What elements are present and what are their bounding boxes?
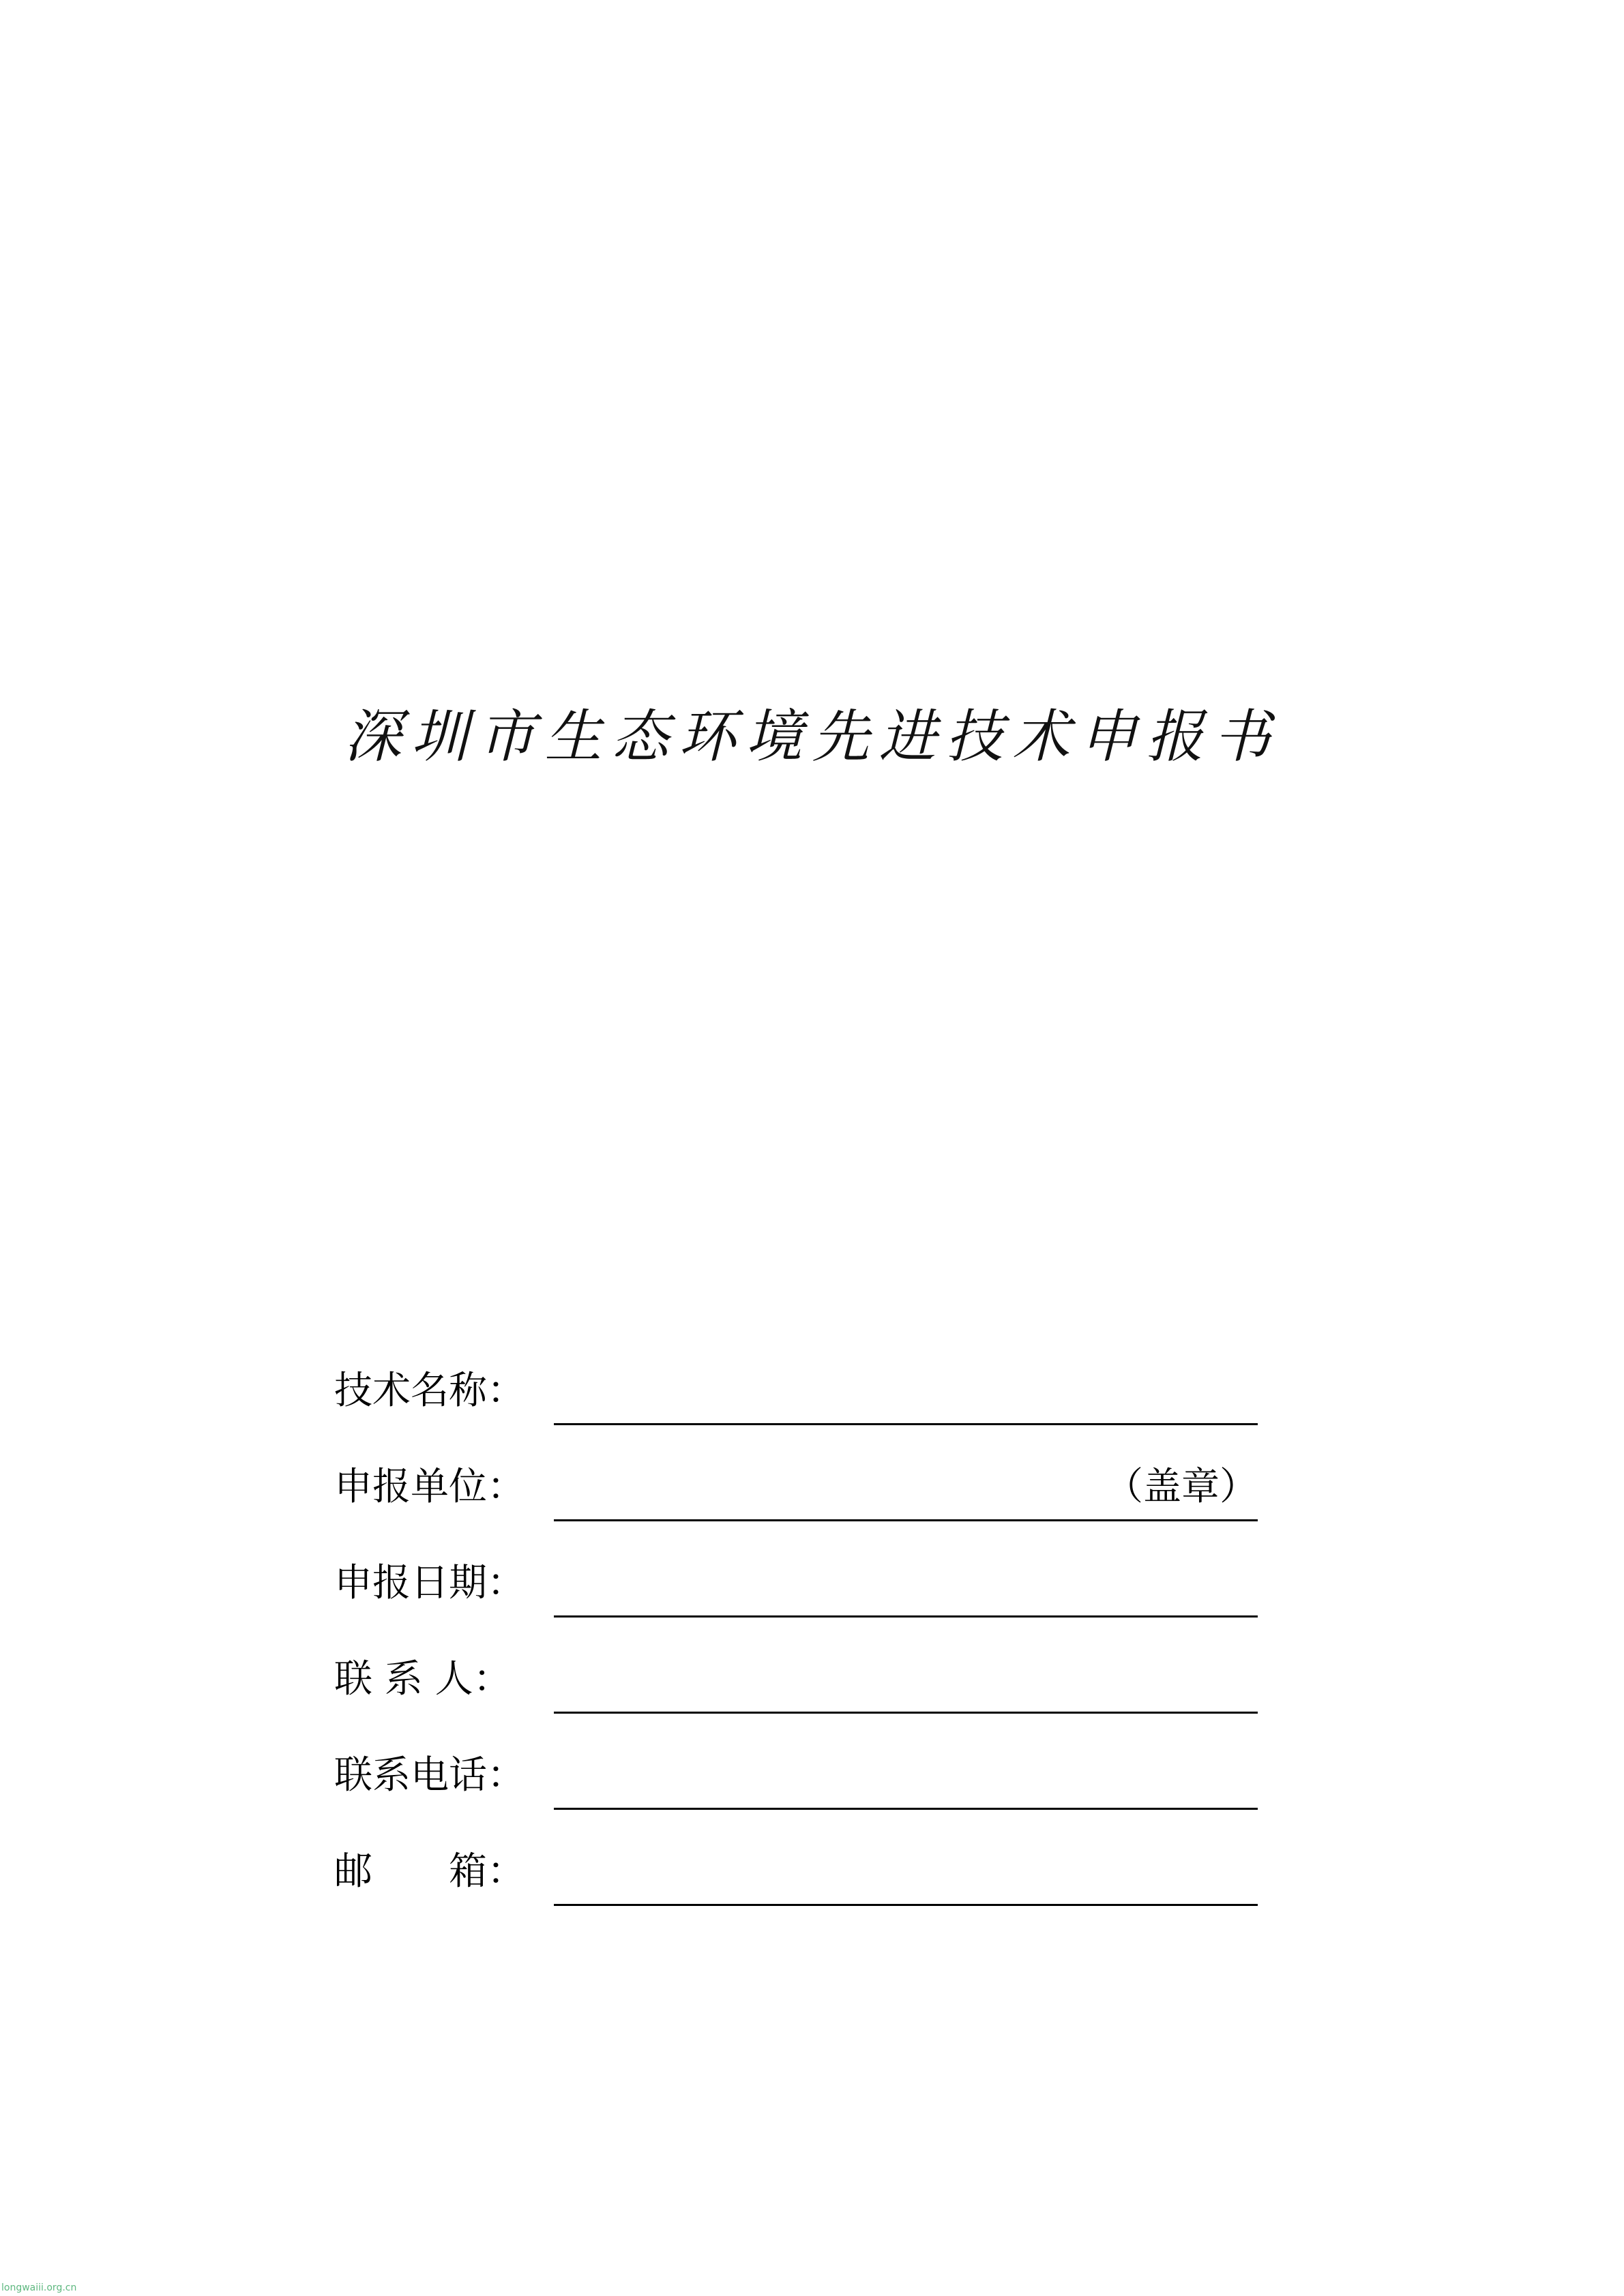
form-row-email (334, 1848, 1262, 1944)
applicant-unit-label: 申报单位： (334, 1465, 525, 1509)
technology-name-field[interactable] (554, 1367, 1258, 1425)
technology-name-label: 技术名称： (334, 1369, 525, 1413)
seal-note: （盖章） (1105, 1465, 1258, 1509)
form-row-applicant-unit (334, 1463, 1262, 1560)
contact-phone-label: 联系电话： (334, 1753, 525, 1798)
email-label: 邮 箱： (334, 1849, 525, 1894)
form-row-contact-person (334, 1656, 1262, 1752)
contact-person-field[interactable] (554, 1656, 1258, 1714)
application-date-label: 申报日期： (334, 1561, 525, 1605)
application-date-field[interactable] (554, 1560, 1258, 1617)
applicant-unit-field[interactable] (554, 1463, 1258, 1521)
document-title: 深圳市生态环境先进技术申报书 (344, 703, 1280, 770)
watermark-text: longwaiii.org.cn (1, 2282, 77, 2293)
form-row-contact-phone (334, 1752, 1262, 1848)
contact-phone-field[interactable] (554, 1752, 1258, 1810)
contact-person-label: 联 系 人： (334, 1657, 512, 1701)
email-field[interactable] (554, 1848, 1258, 1906)
form-row-application-date (334, 1560, 1262, 1656)
application-form (334, 1367, 1262, 1944)
form-row-technology-name (334, 1367, 1262, 1463)
